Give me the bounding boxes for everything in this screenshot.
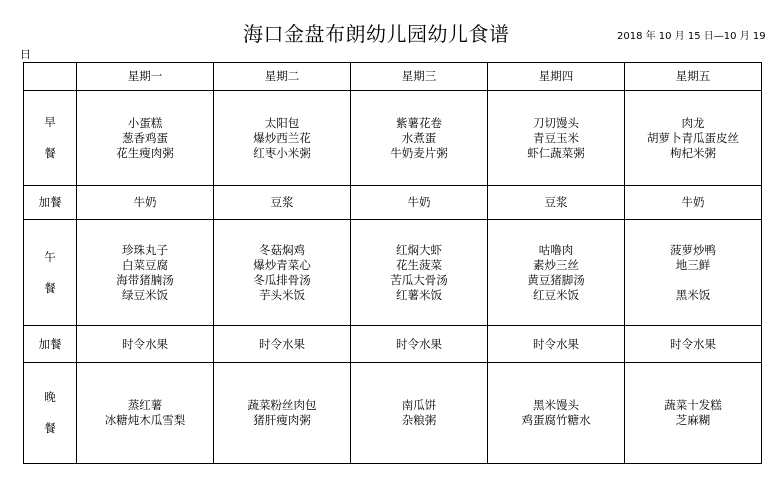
dinner-row [24,363,762,464]
lunch-tuesday [214,220,351,326]
food-item: 鸡蛋腐竹糖水 [521,413,591,427]
food-item: 刀切馒头 [533,115,579,130]
food-item: 虾仁蔬菜粥 [527,145,585,160]
food-item: 南瓜饼 [401,398,437,412]
dinner-monday [77,363,214,464]
food-item: 胡萝卜青瓜蛋皮丝 [647,130,739,145]
dinner-thursday [488,363,625,464]
food-item: 珍珠丸子 [122,242,168,257]
food-item: 红豆米饭 [533,287,579,302]
lunch-thursday [488,220,625,326]
food-item: 芝麻糊 [675,413,711,427]
food-item: 黑米饭 [675,287,711,302]
corner-cell [24,63,77,91]
breakfast-wednesday [351,91,488,186]
breakfast-monday [77,91,214,186]
food-item: 紫薯花卷 [396,115,442,130]
lunch-monday [77,220,214,326]
food-item: 爆炒青菜心 [253,257,311,272]
food-item: 黑米馒头 [533,398,579,412]
day-header-thursday: 星期四 [488,63,625,91]
breakfast-thursday [488,91,625,186]
meal-label-afternoon-snack: 加餐 [24,326,77,363]
food-item: 红薯米饭 [396,287,442,302]
day-header-monday: 星期一 [77,63,214,91]
afternoon-snack-wednesday: 时令水果 [351,326,488,363]
lunch-wednesday [351,220,488,326]
day-header-wednesday: 星期三 [351,63,488,91]
food-item: 红焖大虾 [396,242,442,257]
food-item: 素炒三丝 [533,257,579,272]
food-item: 黄豆猪脚汤 [527,272,585,287]
food-item: 冬瓜排骨汤 [253,272,311,287]
lunch-friday [625,220,762,326]
afternoon-snack-row [24,326,762,363]
menu-table [23,62,762,464]
food-item: 肉龙 [681,115,705,130]
food-item: 地三鲜 [675,257,711,272]
food-item: 牛奶麦片粥 [390,145,448,160]
food-item: 太阳包 [264,115,300,130]
food-item: 蔬菜十发糕 [664,398,722,412]
food-item: 蔬菜粉丝肉包 [247,398,317,412]
food-item: 苦瓜大骨汤 [390,272,448,287]
meal-label-bottom: 餐 [44,280,56,295]
day-header-tuesday: 星期二 [214,63,351,91]
meal-label-bottom: 餐 [44,146,56,160]
morning-snack-friday: 牛奶 [625,186,762,220]
food-item: 海带猪腩汤 [116,272,174,287]
food-item: 绿豆米饭 [122,287,168,302]
lunch-row [24,220,762,326]
meal-label-bottom: 餐 [44,421,56,435]
page-title: 海口金盘布朗幼儿园幼儿食谱 [243,22,510,46]
food-item: 蒸红薯 [127,398,163,412]
morning-snack-row [24,186,762,220]
food-item: 冰糖炖木瓜雪梨 [104,413,186,427]
food-item: 小蛋糕 [127,115,163,130]
meal-label-dinner [24,363,77,464]
breakfast-friday [625,91,762,186]
afternoon-snack-friday: 时令水果 [625,326,762,363]
food-item: 咕噜肉 [538,242,574,257]
food-item: 枸杞米粥 [670,145,716,160]
dinner-friday [625,363,762,464]
meal-label-breakfast [24,91,77,186]
afternoon-snack-thursday: 时令水果 [488,326,625,363]
meal-label-top: 早 [44,115,56,129]
dinner-wednesday [351,363,488,464]
empty-line [625,273,761,288]
morning-snack-monday: 牛奶 [77,186,214,220]
header-row [24,63,762,91]
food-item: 芋头米饭 [259,287,305,302]
food-item: 白菜豆腐 [122,257,168,272]
food-item: 水煮蛋 [401,130,437,145]
food-item: 葱香鸡蛋 [122,130,168,145]
food-item: 爆炒西兰花 [253,130,311,145]
food-item: 菠萝炒鸭 [670,242,716,257]
meal-label-top: 晚 [44,390,56,404]
food-item: 花生菠菜 [396,257,442,272]
morning-snack-wednesday: 牛奶 [351,186,488,220]
day-header-friday: 星期五 [625,63,762,91]
breakfast-tuesday [214,91,351,186]
dinner-tuesday [214,363,351,464]
food-item: 青豆玉米 [533,130,579,145]
breakfast-row [24,91,762,186]
date-range: 2018 年 10 月 15 日—10 月 19 [617,31,766,42]
meal-label-lunch [24,220,77,326]
food-item: 花生瘦肉粥 [116,145,174,160]
afternoon-snack-tuesday: 时令水果 [214,326,351,363]
food-item: 冬菇焖鸡 [259,242,305,257]
meal-label-top: 午 [44,249,56,264]
date-range-continued: 日 [20,48,31,61]
morning-snack-tuesday: 豆浆 [214,186,351,220]
morning-snack-thursday: 豆浆 [488,186,625,220]
meal-label-morning-snack: 加餐 [24,186,77,220]
food-item: 猪肝瘦肉粥 [253,413,311,427]
food-item: 红枣小米粥 [253,145,311,160]
afternoon-snack-monday: 时令水果 [77,326,214,363]
food-item: 杂粮粥 [401,413,437,427]
